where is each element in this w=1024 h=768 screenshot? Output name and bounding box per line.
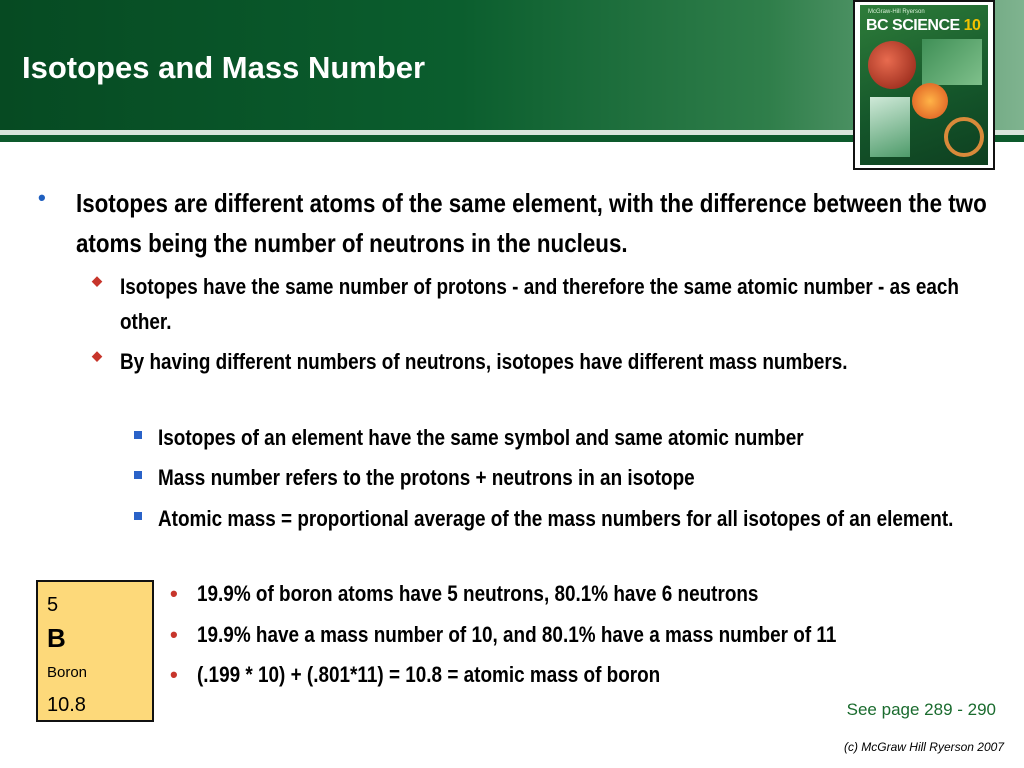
boron-element-card (36, 580, 154, 722)
bullet-dot-icon: • (170, 622, 178, 647)
atomic-mass: 10.8 (47, 694, 86, 716)
atomic-number: 5 (47, 594, 59, 616)
textbook-cover-artwork (860, 5, 988, 165)
bullet-text: Isotopes of an element have the same symbol and same atomic number (158, 425, 804, 450)
cover-photo-berries (868, 41, 916, 89)
bullet-text: Isotopes have the same number of protons - and therefore the same atomic number - as each other. (120, 274, 959, 334)
page-reference: See page 289 - 290 (846, 700, 996, 719)
bullet-text: 19.9% have a mass number of 10, and 80.1% have a mass number of 11 (197, 622, 837, 647)
diamond-bullet-icon: ◆ (92, 348, 102, 363)
bullet-text: Atomic mass = proportional average of the mass numbers for all isotopes of an element. (158, 506, 954, 531)
copyright-notice: (c) McGraw Hill Ryerson 2007 (843, 740, 1004, 754)
diamond-bullet-icon: ◆ (92, 273, 102, 288)
textbook-cover (853, 0, 995, 170)
element-symbol: B (47, 623, 66, 653)
cover-photo-coaster (944, 117, 984, 157)
bullet-text: By having different numbers of neutrons, isotopes have different mass numbers. (120, 349, 848, 374)
cover-photo-crystal (870, 97, 910, 157)
bullet-text: Mass number refers to the protons + neutrons in an isotope (158, 465, 695, 490)
bullet-dot-icon: • (170, 581, 178, 606)
element-name: Boron (47, 664, 88, 681)
bullet-dot-icon: • (38, 185, 46, 210)
bullet-text: (.199 * 10) + (.801*11) = 10.8 = atomic mass of boron (197, 662, 661, 687)
slide-title: Isotopes and Mass Number (22, 50, 426, 85)
bullet-dot-icon: • (170, 662, 178, 687)
cover-brand: McGraw-Hill Ryerson (868, 9, 925, 15)
square-bullet-icon (134, 512, 142, 520)
cover-title: BC SCIENCE 10 (866, 17, 981, 34)
cover-photo-sun (912, 83, 948, 119)
cover-photo-cell (922, 39, 982, 85)
bullet-text: 19.9% of boron atoms have 5 neutrons, 80.1% have 6 neutrons (197, 581, 759, 606)
square-bullet-icon (134, 431, 142, 439)
bullet-text: Isotopes are different atoms of the same element, with the difference between the two atoms being the number of neutrons in the nucleus. (76, 188, 987, 258)
square-bullet-icon (134, 471, 142, 479)
